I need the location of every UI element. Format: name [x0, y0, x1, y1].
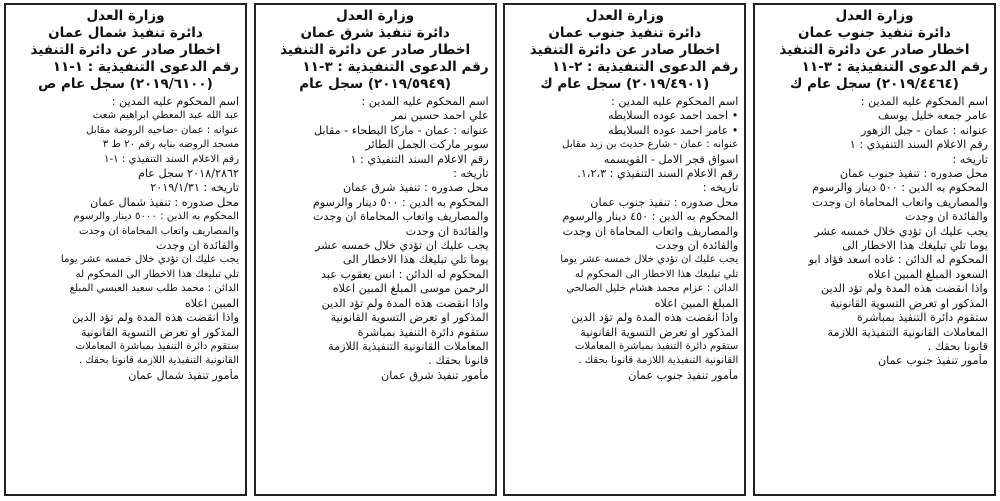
notice-line: تاريخه :: [952, 152, 988, 166]
ministry-title: وزارة العدل: [585, 8, 664, 24]
notice-line: محل صدوره : تنفيذ شرق عمان: [342, 181, 489, 195]
notice-title: اخطار صادر عن دائرة التنفيذ: [529, 42, 720, 58]
registry-number: (٢٠١٩/٦١٠٠) سجل عام ص: [38, 76, 213, 92]
notice-line: واذا انقضت هذه المدة ولم تؤد الدين: [820, 282, 988, 296]
notice-line: يوما تلي تبليغك هذا الاخطار الى: [342, 253, 489, 267]
notice-signature: مأمور تنفيذ شرق عمان: [381, 368, 489, 382]
notice-line: يوما تلي تبليغك هذا الاخطار الى: [842, 239, 988, 253]
notice-line: علي احمد حسين نمر: [391, 109, 489, 123]
notice-line: والفائدة ان وجدت: [405, 224, 489, 238]
notice-line: المعاملات القانونية التنفيذية اللازمة: [328, 339, 489, 353]
notice-line: المحكوم به الدين : ٥٠٠ دينار والرسوم: [812, 181, 988, 195]
notice-title: اخطار صادر عن دائرة التنفيذ: [280, 42, 471, 58]
notice-south-amman-1: [753, 3, 996, 496]
notice-line: والمصاريف واتعاب المحاماة ان وجدت: [312, 210, 489, 224]
notice-line: واذا انقضت هذه المدة ولم تؤد الدين: [571, 311, 739, 325]
notice-line: الدائن : محمد طلب سعيد العبسي المبلغ: [69, 283, 239, 295]
notice-line: ستقوم دائرة التنفيذ بمباشرة المعاملات: [75, 340, 239, 352]
notice-line: سوبر ماركت الجمل الطائر: [365, 138, 489, 152]
notice-line: محل صدوره : تنفيذ جنوب عمان: [590, 195, 739, 209]
notice-line: المبين اعلاه: [184, 296, 239, 310]
notice-line: تاريخه :: [702, 181, 739, 195]
notice-line: ٢٠١٨/٢٨٦٢ سجل عام: [137, 167, 239, 181]
notice-line: عبد الله عبد المعطي ابراهيم شعث: [92, 110, 239, 122]
notice-line: اسم المحكوم عليه المدين :: [860, 95, 988, 108]
notice-line: عنوانه : عمان - ماركا البطحاء - مقابل: [313, 123, 489, 137]
notice-line: والمصاريف واتعاب المحاماة ان وجدت: [812, 195, 988, 209]
notice-line: اسم المحكوم عليه المدين :: [611, 95, 739, 108]
notice-line: المحكوم به الدين : ٤٥٠ دينار والرسوم: [562, 210, 739, 224]
notice-line: الدائن : عزام محمد هشام خليل الصالحي: [566, 283, 739, 295]
notice-line: واذا انقضت هذه المدة ولم تؤد الدين: [321, 296, 489, 310]
notice-line: المحكوم له الدائن : غاده اسعد فؤاد ابو: [808, 253, 988, 267]
case-number: رقم الدعوى التنفيذية : ٣-١١: [801, 59, 988, 75]
notice-line: المذكور او تعرض التسوية القانونية: [580, 325, 739, 339]
notice-signature: مأمور تنفيذ جنوب عمان: [877, 354, 988, 368]
case-number: رقم الدعوى التنفيذية : ١-١١: [52, 59, 239, 75]
case-number: رقم الدعوى التنفيذية : ٢-١١: [552, 59, 739, 75]
ministry-title: وزارة العدل: [336, 8, 415, 24]
notice-line: المحكوم له الدائن : انس يعقوب عبد: [321, 267, 489, 281]
notice-line: عنوانه : عمان -ضاحيه الروضة مقابل: [86, 124, 239, 136]
notice-line: رقم الاعلام السند التنفيذي : ١: [350, 152, 489, 166]
notice-line: المبلغ المبين اعلاه: [654, 296, 739, 310]
case-number: رقم الدعوى التنفيذية : ٣-١١: [302, 59, 489, 75]
notice-line: ستقوم دائرة التنفيذ بمباشرة المعاملات: [574, 340, 739, 352]
notice-line: تاريخه : ٢٠١٩/١/٣١: [150, 181, 239, 195]
notice-line: ستقوم دائرة التنفيذ بمباشرة: [856, 311, 988, 325]
debtor-name: • عامر احمد عوده السلايطه: [608, 123, 739, 137]
department-name: دائرة تنفيذ شرق عمان: [300, 25, 450, 41]
notice-north-amman: [4, 3, 247, 496]
debtor-name: • احمد احمد عوده السلايطه: [608, 109, 739, 123]
notice-line: والفائدة ان وجدت: [904, 210, 988, 224]
notice-line: محل صدوره : تنفيذ جنوب عمان: [839, 167, 988, 181]
notice-title: اخطار صادر عن دائرة التنفيذ: [30, 42, 221, 58]
notice-line: تاريخه :: [453, 167, 489, 181]
notice-line: المحكوم به الدين : ٥٠٠ دينار والرسوم: [312, 195, 489, 209]
notice-line: تلي تبليغك هذا الاخطار الى المحكوم له: [75, 268, 239, 280]
notice-line: قانونا بحقك .: [428, 354, 489, 368]
department-name: دائرة تنفيذ جنوب عمان: [798, 25, 951, 41]
notice-signature: مأمور تنفيذ شمال عمان: [128, 368, 239, 382]
notice-line: محل صدوره : تنفيذ شمال عمان: [90, 195, 239, 209]
notice-line: مسجد الروضه بنايه رقم ٢٠ ط ٣: [102, 139, 239, 151]
notice-line: والمصاريف واتعاب المحاماة ان وجدت: [78, 225, 239, 237]
notice-line: رقم الاعلام السند التنفيذي : ١-١: [103, 153, 239, 165]
notice-line: يجب عليك ان تؤدي خلال خمسه عشر يوما: [560, 254, 739, 266]
notice-line: القانونية التنفيذية اللازمة قانونا بحقك .: [78, 355, 239, 367]
notice-line: القانونية التنفيذية اللازمة قانونا بحقك .: [578, 355, 739, 367]
notice-line: المذكور او تعرض التسوية القانونية: [80, 325, 239, 339]
department-name: دائرة تنفيذ جنوب عمان: [548, 25, 702, 41]
notice-line: تلي تبليغك هذا الاخطار الى المحكوم له: [574, 268, 739, 280]
notice-line: والفائدة ان وجدت: [156, 239, 239, 253]
notice-title: اخطار صادر عن دائرة التنفيذ: [779, 42, 970, 58]
notice-line: والفائدة ان وجدت: [655, 239, 739, 253]
notice-line: عامر جمعه خليل يوسف: [877, 109, 988, 123]
notice-line: عنوانه : عمان - جبل الزهور: [861, 123, 988, 137]
notice-line: اسم المحكوم عليه المدين :: [361, 95, 489, 108]
notice-line: قانونا بحقك .: [927, 339, 988, 353]
notice-line: واذا انقضت هذه المدة ولم تؤد الدين: [71, 311, 239, 325]
notice-line: ستقوم دائرة التنفيذ بمباشرة: [357, 325, 489, 339]
notice-line: المحكوم به الدين : ٥٠٠٠ دينار والرسوم: [73, 211, 239, 223]
notice-signature: مأمور تنفيذ جنوب عمان: [628, 368, 739, 382]
ministry-title: وزارة العدل: [835, 8, 914, 24]
notice-line: يجب عليك ان تؤدي خلال خمسه عشر: [814, 224, 988, 238]
notice-line: المذكور او تعرض التسوية القانونية: [330, 311, 489, 325]
notice-east-amman: [254, 3, 497, 496]
registry-number: (٢٠١٩/٤٤٦٤) سجل عام ك: [790, 76, 959, 92]
notice-south-amman-2: [503, 3, 746, 496]
notice-line: يجب عليك ان تؤدي خلال خمسه عشر: [314, 239, 489, 253]
department-name: دائرة تنفيذ شمال عمان: [48, 25, 203, 41]
notice-line: رقم الاعلام السند التنفيذي : ١: [849, 138, 988, 152]
notice-line: والمصاريف واتعاب المحاماة ان وجدت: [562, 224, 739, 238]
notice-line: السعود المبلغ المبين اعلاه: [868, 267, 988, 281]
notice-line: رقم الاعلام السند التنفيذي : ١،٢،٣.: [577, 167, 739, 181]
notice-line: المذكور او تعرض التسوية القانونية: [829, 296, 988, 310]
notice-line: المعاملات القانونية التنفيذية اللازمة: [827, 325, 988, 339]
registry-number: (٢٠١٩/٤٩٠١) سجل عام ك: [540, 76, 710, 92]
notice-line: عنوانه : عمان - شارع حديث بن زيد مقابل: [562, 139, 739, 151]
notice-line: اسواق فجر الامل - القويسمه: [603, 152, 739, 166]
notice-line: اسم المحكوم عليه المدين :: [111, 95, 239, 108]
ministry-title: وزارة العدل: [86, 8, 165, 24]
notice-line: الرحمن موسى المبلغ المبين اعلاه: [332, 282, 489, 296]
registry-number: (٢٠١٩/٥٩٤٩) سجل عام: [299, 76, 452, 92]
notice-line: يجب عليك ان تؤدي خلال خمسه عشر يوما: [60, 254, 239, 266]
